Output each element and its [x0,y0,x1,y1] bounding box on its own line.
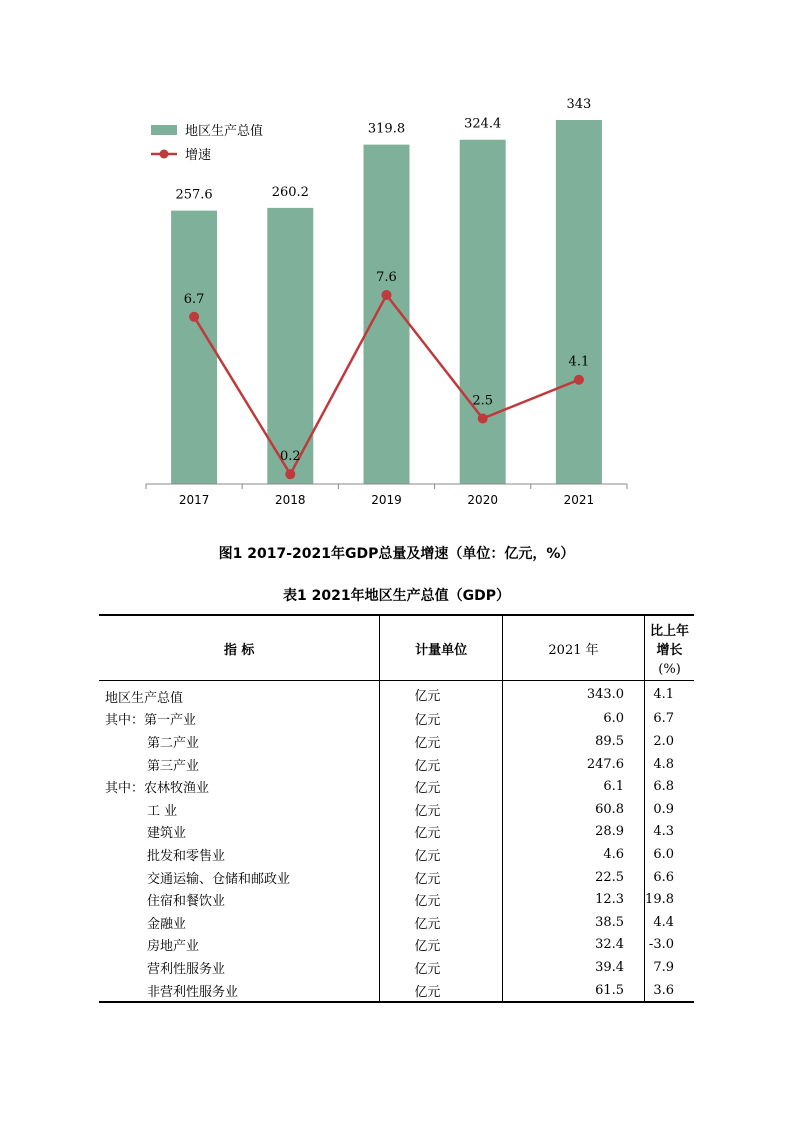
header-unit: 计量单位 [380,615,503,681]
bar-data-label: 324.4 [464,116,502,132]
x-tick-label: 2017 [178,493,210,507]
growth-point [478,413,488,423]
row-value: 38.5 [503,911,645,934]
row-label: 住宿和餐饮业 [147,894,226,910]
table-row [99,866,694,889]
row-value: 60.8 [503,798,645,821]
gdp-chart [0,0,793,530]
table-row [99,843,694,866]
row-label: 房地产业 [147,939,200,955]
table-row [99,934,694,957]
row-growth: 6.7 [645,708,694,731]
bar [171,211,217,484]
row-value: 22.5 [503,866,645,889]
legend-bar-label: 地区生产总值 [185,124,264,139]
row-growth: 6.8 [645,775,694,798]
row-label: 第三产业 [147,758,200,774]
growth-data-label: 0.2 [279,449,301,465]
row-unit: 亿元 [380,821,503,844]
row-label: 非营利性服务业 [99,979,380,1003]
table-row [99,821,694,844]
row-growth: 4.3 [645,821,694,844]
table-body [99,681,694,1003]
header-growth [645,615,694,681]
table-row [99,681,694,708]
growth-point [189,312,199,322]
row-value: 28.9 [503,821,645,844]
x-tick-label: 2020 [467,493,498,507]
growth-data-label: 2.5 [472,393,494,409]
x-tick-label: 2019 [371,493,402,507]
row-unit: 亿元 [380,911,503,934]
growth-data-label: 6.7 [183,291,205,307]
legend-line-marker [160,150,169,159]
row-unit: 亿元 [380,798,503,821]
bar [556,120,602,484]
row-unit: 亿元 [380,979,503,1003]
row-value: 6.1 [503,775,645,798]
row-growth: 4.8 [645,753,694,776]
row-growth: 7.9 [645,956,694,979]
row-unit: 亿元 [380,934,503,957]
table-header-row [99,615,694,681]
row-label: 地区生产总值 [105,690,184,706]
row-value: 39.4 [503,956,645,979]
table-row [99,753,694,776]
row-label: 其中：农林牧渔业 [105,781,210,797]
gdp-table [99,614,694,1003]
x-tick-label: 2021 [563,493,595,507]
row-growth: 4.4 [645,911,694,934]
header-growth-label: 比上年增长 [650,623,690,658]
x-tick-label: 2018 [275,493,306,507]
table-caption: 表1 2021年地区生产总值（GDP） [283,588,510,604]
row-growth: 2.0 [645,730,694,753]
row-value: 61.5 [503,979,645,1003]
row-growth: -3.0 [645,934,694,957]
row-label: 建筑业 [147,826,187,842]
header-indicator: 指 标 [99,615,380,681]
row-label: 第二产业 [147,735,200,751]
legend-bar-swatch [151,125,177,135]
table-row [99,708,694,731]
growth-point [382,290,392,300]
table-row [99,911,694,934]
chart-legend [151,123,263,163]
header-growth-unit: (%) [658,661,681,677]
row-value: 4.6 [503,843,645,866]
row-growth: 3.6 [645,979,694,1003]
bar [460,140,506,484]
growth-data-label: 4.1 [568,354,590,370]
row-label: 其中：第一产业 [105,713,197,729]
table-row [99,888,694,911]
row-unit: 亿元 [380,956,503,979]
table-row [99,798,694,821]
row-unit: 亿元 [380,681,503,708]
growth-data-label: 7.6 [376,270,397,285]
row-label: 营利性服务业 [147,961,226,977]
row-unit: 亿元 [380,753,503,776]
bar-data-label: 319.8 [367,121,406,137]
row-growth: 6.0 [645,843,694,866]
row-label: 批发和零售业 [147,848,226,864]
row-growth: 6.6 [645,866,694,889]
row-unit: 亿元 [380,775,503,798]
row-value: 343.0 [503,681,645,708]
figure-caption: 图1 2017-2021年GDP总量及增速（单位：亿元，%） [218,546,575,562]
legend-line-label: 增速 [185,148,212,163]
row-value: 247.6 [503,753,645,776]
bar-data-label: 257.6 [175,187,213,203]
row-unit: 亿元 [380,708,503,731]
row-value: 12.3 [503,888,645,911]
row-unit: 亿元 [380,888,503,911]
row-value: 89.5 [503,730,645,753]
row-label: 工 业 [147,803,178,819]
row-label: 金融业 [147,916,187,932]
bar-data-label: 260.2 [271,184,309,200]
row-value: 32.4 [503,934,645,957]
header-year: 2021 年 [503,615,645,681]
row-growth: 4.1 [645,681,694,708]
table-row [99,979,694,1003]
table-row [99,730,694,753]
bar-data-label: 343 [566,97,592,112]
row-growth: 0.9 [645,798,694,821]
row-value: 6.0 [503,708,645,731]
row-growth: 19.8 [645,888,694,911]
row-unit: 亿元 [380,843,503,866]
growth-point [285,469,295,479]
table-row [99,956,694,979]
row-unit: 亿元 [380,866,503,889]
row-unit: 亿元 [380,730,503,753]
growth-point [574,375,584,385]
row-label: 交通运输、仓储和邮政业 [147,871,291,887]
table-row [99,775,694,798]
plot-area [146,97,627,507]
